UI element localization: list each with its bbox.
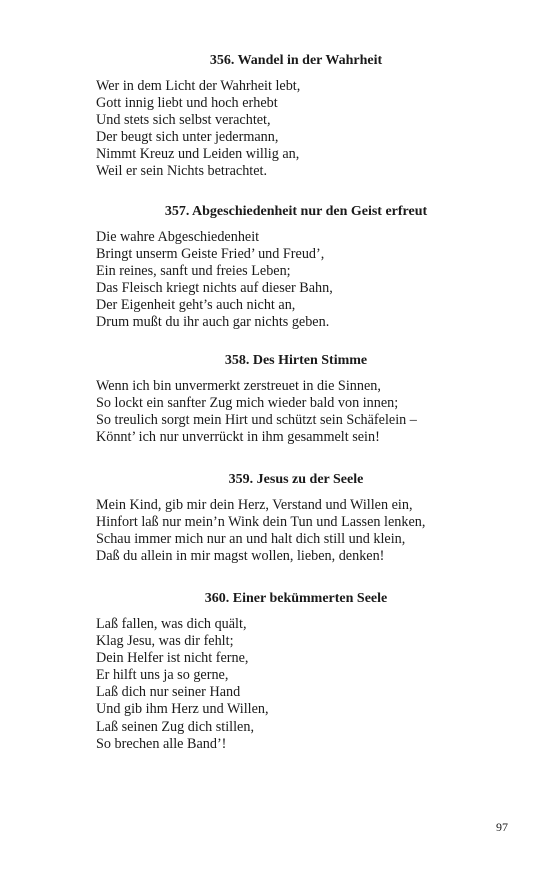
verse-line: Bringt unserm Geiste Fried’ und Freud’, [96, 246, 325, 263]
poem-verse [96, 497, 496, 565]
verse-line: Schau immer mich nur an und halt dich still und klein, [96, 531, 406, 548]
poem-title: 357. Abgeschiedenheit nur den Geist erfreut [164, 204, 428, 219]
verse-line: So treulich sorgt mein Hirt und schützt sein Schäfelein – [96, 412, 417, 429]
page-number: 97 [496, 820, 508, 834]
verse-line: Und gib ihm Herz und Willen, [96, 701, 269, 718]
poem-title: 360. Einer bekümmerten Seele [204, 591, 388, 606]
verse-line: Laß seinen Zug dich stillen, [96, 718, 254, 735]
poem-title: 359. Jesus zu der Seele [228, 472, 364, 487]
verse-line: Laß fallen, was dich quält, [96, 616, 247, 632]
poem-360 [96, 590, 496, 753]
verse-line: Laß dich nur seiner Hand [96, 684, 241, 701]
verse-line: Und stets sich selbst verachtet, [96, 112, 271, 129]
poem-359 [96, 471, 496, 565]
poem-title: 356. Wandel in der Wahrheit [209, 53, 383, 68]
verse-line: So brechen alle Band’! [96, 735, 227, 752]
verse-line: So lockt ein sanfter Zug mich wieder bald von innen; [96, 395, 399, 412]
verse-line: Das Fleisch kriegt nichts auf dieser Bahn, [96, 280, 333, 297]
verse-line: Hinfort laß nur mein’n Wink dein Tun und Lassen lenken, [96, 514, 426, 531]
poem-verse [96, 78, 496, 181]
verse-line: Daß du allein in mir magst wollen, lieben, denken! [96, 548, 385, 565]
poem-verse [96, 616, 496, 753]
verse-line: Er hilft uns ja so gerne, [96, 667, 229, 684]
verse-line: Gott innig liebt und hoch erhebt [96, 95, 278, 112]
verse-line: Ein reines, sanft und freies Leben; [96, 263, 291, 280]
verse-line: Nimmt Kreuz und Leiden willig an, [96, 146, 300, 163]
poem-357 [96, 203, 496, 332]
poem-verse [96, 229, 496, 332]
verse-line: Die wahre Abgeschiedenheit [96, 229, 260, 245]
verse-line: Könnt’ ich nur unverrückt in ihm gesammelt sein! [96, 429, 380, 446]
poem-verse [96, 378, 496, 446]
verse-line: Der Eigenheit geht’s auch nicht an, [96, 297, 296, 314]
verse-line: Drum mußt du ihr auch gar nichts geben. [96, 314, 330, 331]
poem-title: 358. Des Hirten Stimme [224, 353, 368, 368]
verse-line: Wer in dem Licht der Wahrheit lebt, [96, 78, 301, 94]
poem-356 [96, 52, 496, 181]
verse-line: Der beugt sich unter jedermann, [96, 129, 279, 146]
verse-line: Dein Helfer ist nicht ferne, [96, 650, 249, 667]
poem-358 [96, 352, 496, 446]
verse-line: Mein Kind, gib mir dein Herz, Verstand und Willen ein, [96, 497, 413, 513]
verse-line: Wenn ich bin unvermerkt zerstreuet in die Sinnen, [96, 378, 381, 394]
verse-line: Klag Jesu, was dir fehlt; [96, 633, 234, 650]
verse-line: Weil er sein Nichts betrachtet. [96, 163, 268, 180]
